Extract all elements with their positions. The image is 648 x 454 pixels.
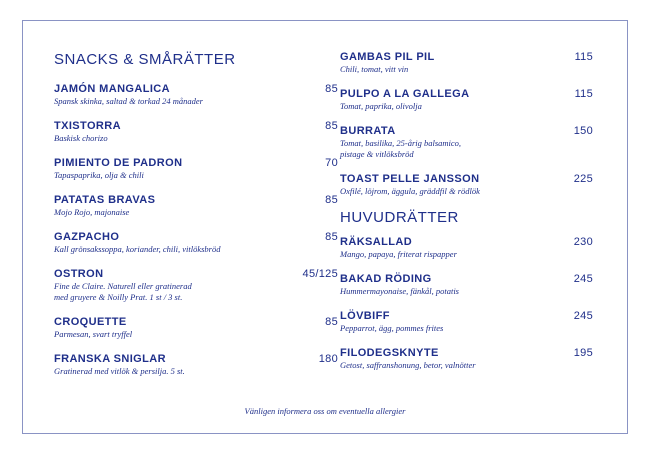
item-description: Pepparrot, ägg, pommes frites (340, 323, 444, 333)
item-name: RÄKSALLAD (340, 236, 413, 248)
item-description: Mango, papaya, friterat rispapper (340, 249, 457, 259)
item-name: PIMIENTO DE PADRON (54, 157, 183, 169)
item-price: 115 (574, 51, 593, 63)
item-description: Oxfilé, löjrom, äggula, gräddfil & rödlök (340, 186, 480, 196)
item-name: GAZPACHO (54, 231, 120, 243)
item-description: Baskisk chorizo (54, 133, 108, 143)
item-name: PATATAS BRAVAS (54, 194, 156, 206)
item-name: OSTRON (54, 268, 104, 280)
menu-item (54, 268, 338, 303)
item-name: LÖVBIFF (340, 310, 390, 322)
item-price: 230 (573, 236, 593, 248)
menu-item (340, 51, 593, 75)
menu-item (340, 125, 593, 160)
item-price: 85 (325, 316, 338, 328)
snacks-column (54, 51, 338, 377)
menu-item (54, 231, 338, 255)
menu-item (340, 273, 593, 297)
item-price: 85 (325, 83, 338, 95)
item-price: 85 (325, 231, 338, 243)
item-description: Tomat, basilika, 25-årig balsamico, pistage & vitlöksbröd (340, 138, 462, 159)
allergy-notice: Vänligen informera oss om eventuella allergier (244, 406, 406, 416)
menu-item (340, 88, 593, 112)
menu-item (54, 83, 338, 107)
item-price: 115 (574, 88, 593, 100)
item-name: FILODEGSKNYTE (340, 347, 439, 359)
menu-item (54, 157, 338, 181)
item-price: 225 (573, 173, 593, 185)
menu-item (340, 310, 593, 334)
item-price: 245 (573, 273, 593, 285)
item-description: Chili, tomat, vitt vin (340, 64, 409, 74)
item-price: 180 (318, 353, 338, 365)
section-title-main-courses: HUVUDRÄTTER (340, 209, 459, 226)
item-name: BURRATA (340, 125, 396, 137)
section-title-snacks: SNACKS & SMÅRÄTTER (54, 51, 236, 68)
item-description: Tapaspaprika, olja & chili (54, 170, 144, 180)
menu-item (340, 236, 593, 260)
item-description: Gratinerad med vitlök & persilja. 5 st. (54, 366, 185, 376)
right-column (340, 51, 593, 371)
menu-item (54, 120, 338, 144)
item-description: Tomat, paprika, olivolja (340, 101, 422, 111)
menu-item (54, 316, 338, 340)
item-name: BAKAD RÖDING (340, 273, 432, 285)
menu-item (54, 194, 338, 218)
item-description: Getost, saffranshonung, betor, valnötter (340, 360, 476, 370)
item-description: Mojo Rojo, majonaise (54, 207, 130, 217)
menu-item (340, 173, 593, 197)
item-name: GAMBAS PIL PIL (340, 51, 435, 63)
item-price: 245 (573, 310, 593, 322)
item-description: Fine de Claire. Naturell eller gratinerad med gruyere & Noilly Prat. 1 st / 3 st. (54, 281, 192, 302)
menu-item (340, 347, 593, 371)
item-name: FRANSKA SNIGLAR (54, 353, 166, 365)
menu-item (54, 353, 338, 377)
item-name: TOAST PELLE JANSSON (340, 173, 480, 185)
item-price: 85 (325, 194, 338, 206)
item-price: 85 (325, 120, 338, 132)
item-description: Hummermayonaise, fänkål, potatis (340, 286, 459, 296)
item-name: TXISTORRA (54, 120, 121, 132)
item-name: JAMÓN MANGALICA (54, 83, 170, 95)
item-name: CROQUETTE (54, 316, 127, 328)
item-price: 70 (325, 157, 338, 169)
menu-card (22, 20, 628, 434)
item-description: Parmesan, svart tryffel (54, 329, 133, 339)
item-description: Kall grönsakssoppa, koriander, chili, vitlöksbröd (54, 244, 221, 254)
item-price: 150 (573, 125, 593, 137)
item-price: 195 (573, 347, 593, 359)
item-description: Spansk skinka, saltad & torkad 24 månader (54, 96, 203, 106)
item-name: PULPO A LA GALLEGA (340, 88, 470, 100)
item-price: 45/125 (302, 268, 338, 280)
